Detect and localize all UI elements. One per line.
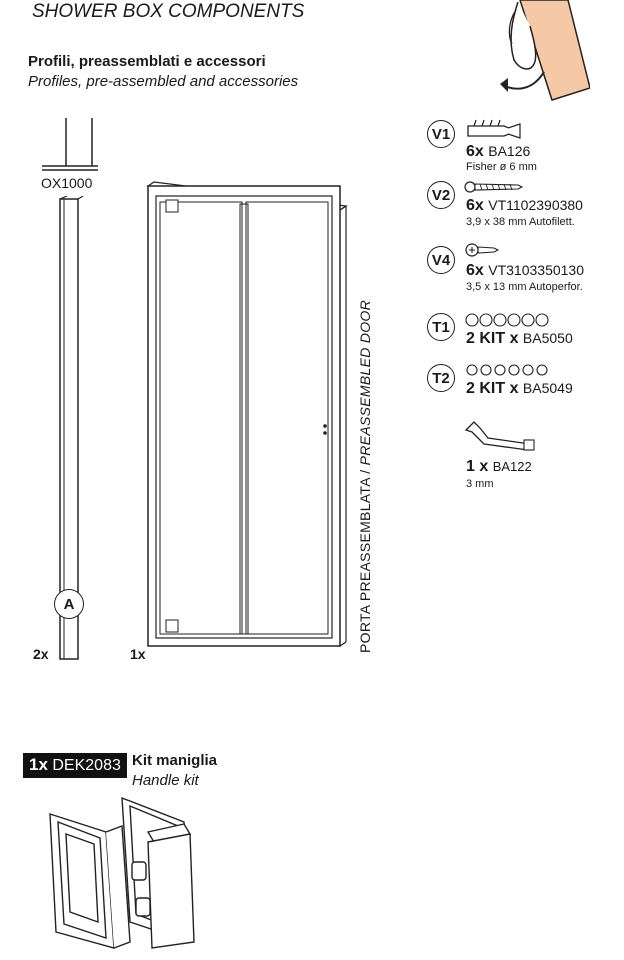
accessory-t1-code: BA5050 <box>522 330 573 346</box>
allen-key-icon <box>462 418 540 454</box>
page-title: SHOWER BOX COMPONENTS <box>32 1 305 22</box>
accessory-v1-qty: 6x <box>466 143 484 160</box>
accessory-t2-marker: T2 <box>427 364 455 392</box>
accessory-t2-qty: 2 KIT x <box>466 380 519 397</box>
subtitle-english: Profiles, pre-assembled and accessories <box>28 73 299 90</box>
installation-hand-icon <box>490 0 590 105</box>
door-vertical-label <box>357 300 373 653</box>
handle-kit-label-italian: Kit maniglia <box>132 752 218 769</box>
accessory-v4-qty: 6x <box>466 262 484 279</box>
accessory-v2-code: VT1102390380 <box>488 197 583 213</box>
handle-kit-label-english: Handle kit <box>132 772 199 789</box>
accessory-t1-qty: 2 KIT x <box>466 330 519 347</box>
accessory-t2-code: BA5049 <box>522 380 573 396</box>
preassembled-door-drawing <box>144 180 350 650</box>
handle-kit-badge-code: DEK2083 <box>52 757 121 774</box>
door-label-italian: PORTA PREASSEMBLATA <box>357 477 373 653</box>
accessory-v2-marker: V2 <box>427 181 455 209</box>
allen-key-note: 3 mm <box>466 478 494 490</box>
accessory-t1-marker: T1 <box>427 313 455 341</box>
profile-code: OX1000 <box>41 175 93 191</box>
screw-short-icon <box>464 240 504 260</box>
accessory-v4-marker: V4 <box>427 246 455 274</box>
caps-kit-icon <box>464 312 554 328</box>
handle-kit-badge-qty: 1x <box>29 755 48 774</box>
door-quantity: 1x <box>130 646 146 662</box>
handle-kit-drawing <box>44 792 224 952</box>
profile-quantity: 2x <box>33 646 49 662</box>
accessory-v1-code: BA126 <box>488 143 531 159</box>
profile-section-icon <box>40 116 100 172</box>
door-label-separator: / <box>357 469 373 474</box>
accessory-v4-note: 3,5 x 13 mm Autoperfor. <box>466 281 583 293</box>
wall-plug-icon <box>464 118 524 140</box>
allen-key-code: BA122 <box>492 459 532 474</box>
accessory-v1-marker: V1 <box>427 120 455 148</box>
door-label-english: PREASSEMBLED DOOR <box>357 299 373 466</box>
caps-kit-small-icon <box>464 362 554 378</box>
accessory-v2-note: 3,9 x 38 mm Autofilett. <box>466 216 575 228</box>
subtitle-italian: Profili, preassemblati e accessori <box>28 53 266 70</box>
accessory-v1-note: Fisher ø 6 mm <box>466 161 537 173</box>
screw-long-icon <box>464 180 524 194</box>
accessory-v4-code: VT3103350130 <box>488 262 585 278</box>
accessory-v2-qty: 6x <box>466 197 484 214</box>
profile-marker-a: A <box>54 589 84 619</box>
allen-key-qty: 1 x <box>466 458 489 475</box>
handle-kit-badge <box>23 753 127 778</box>
